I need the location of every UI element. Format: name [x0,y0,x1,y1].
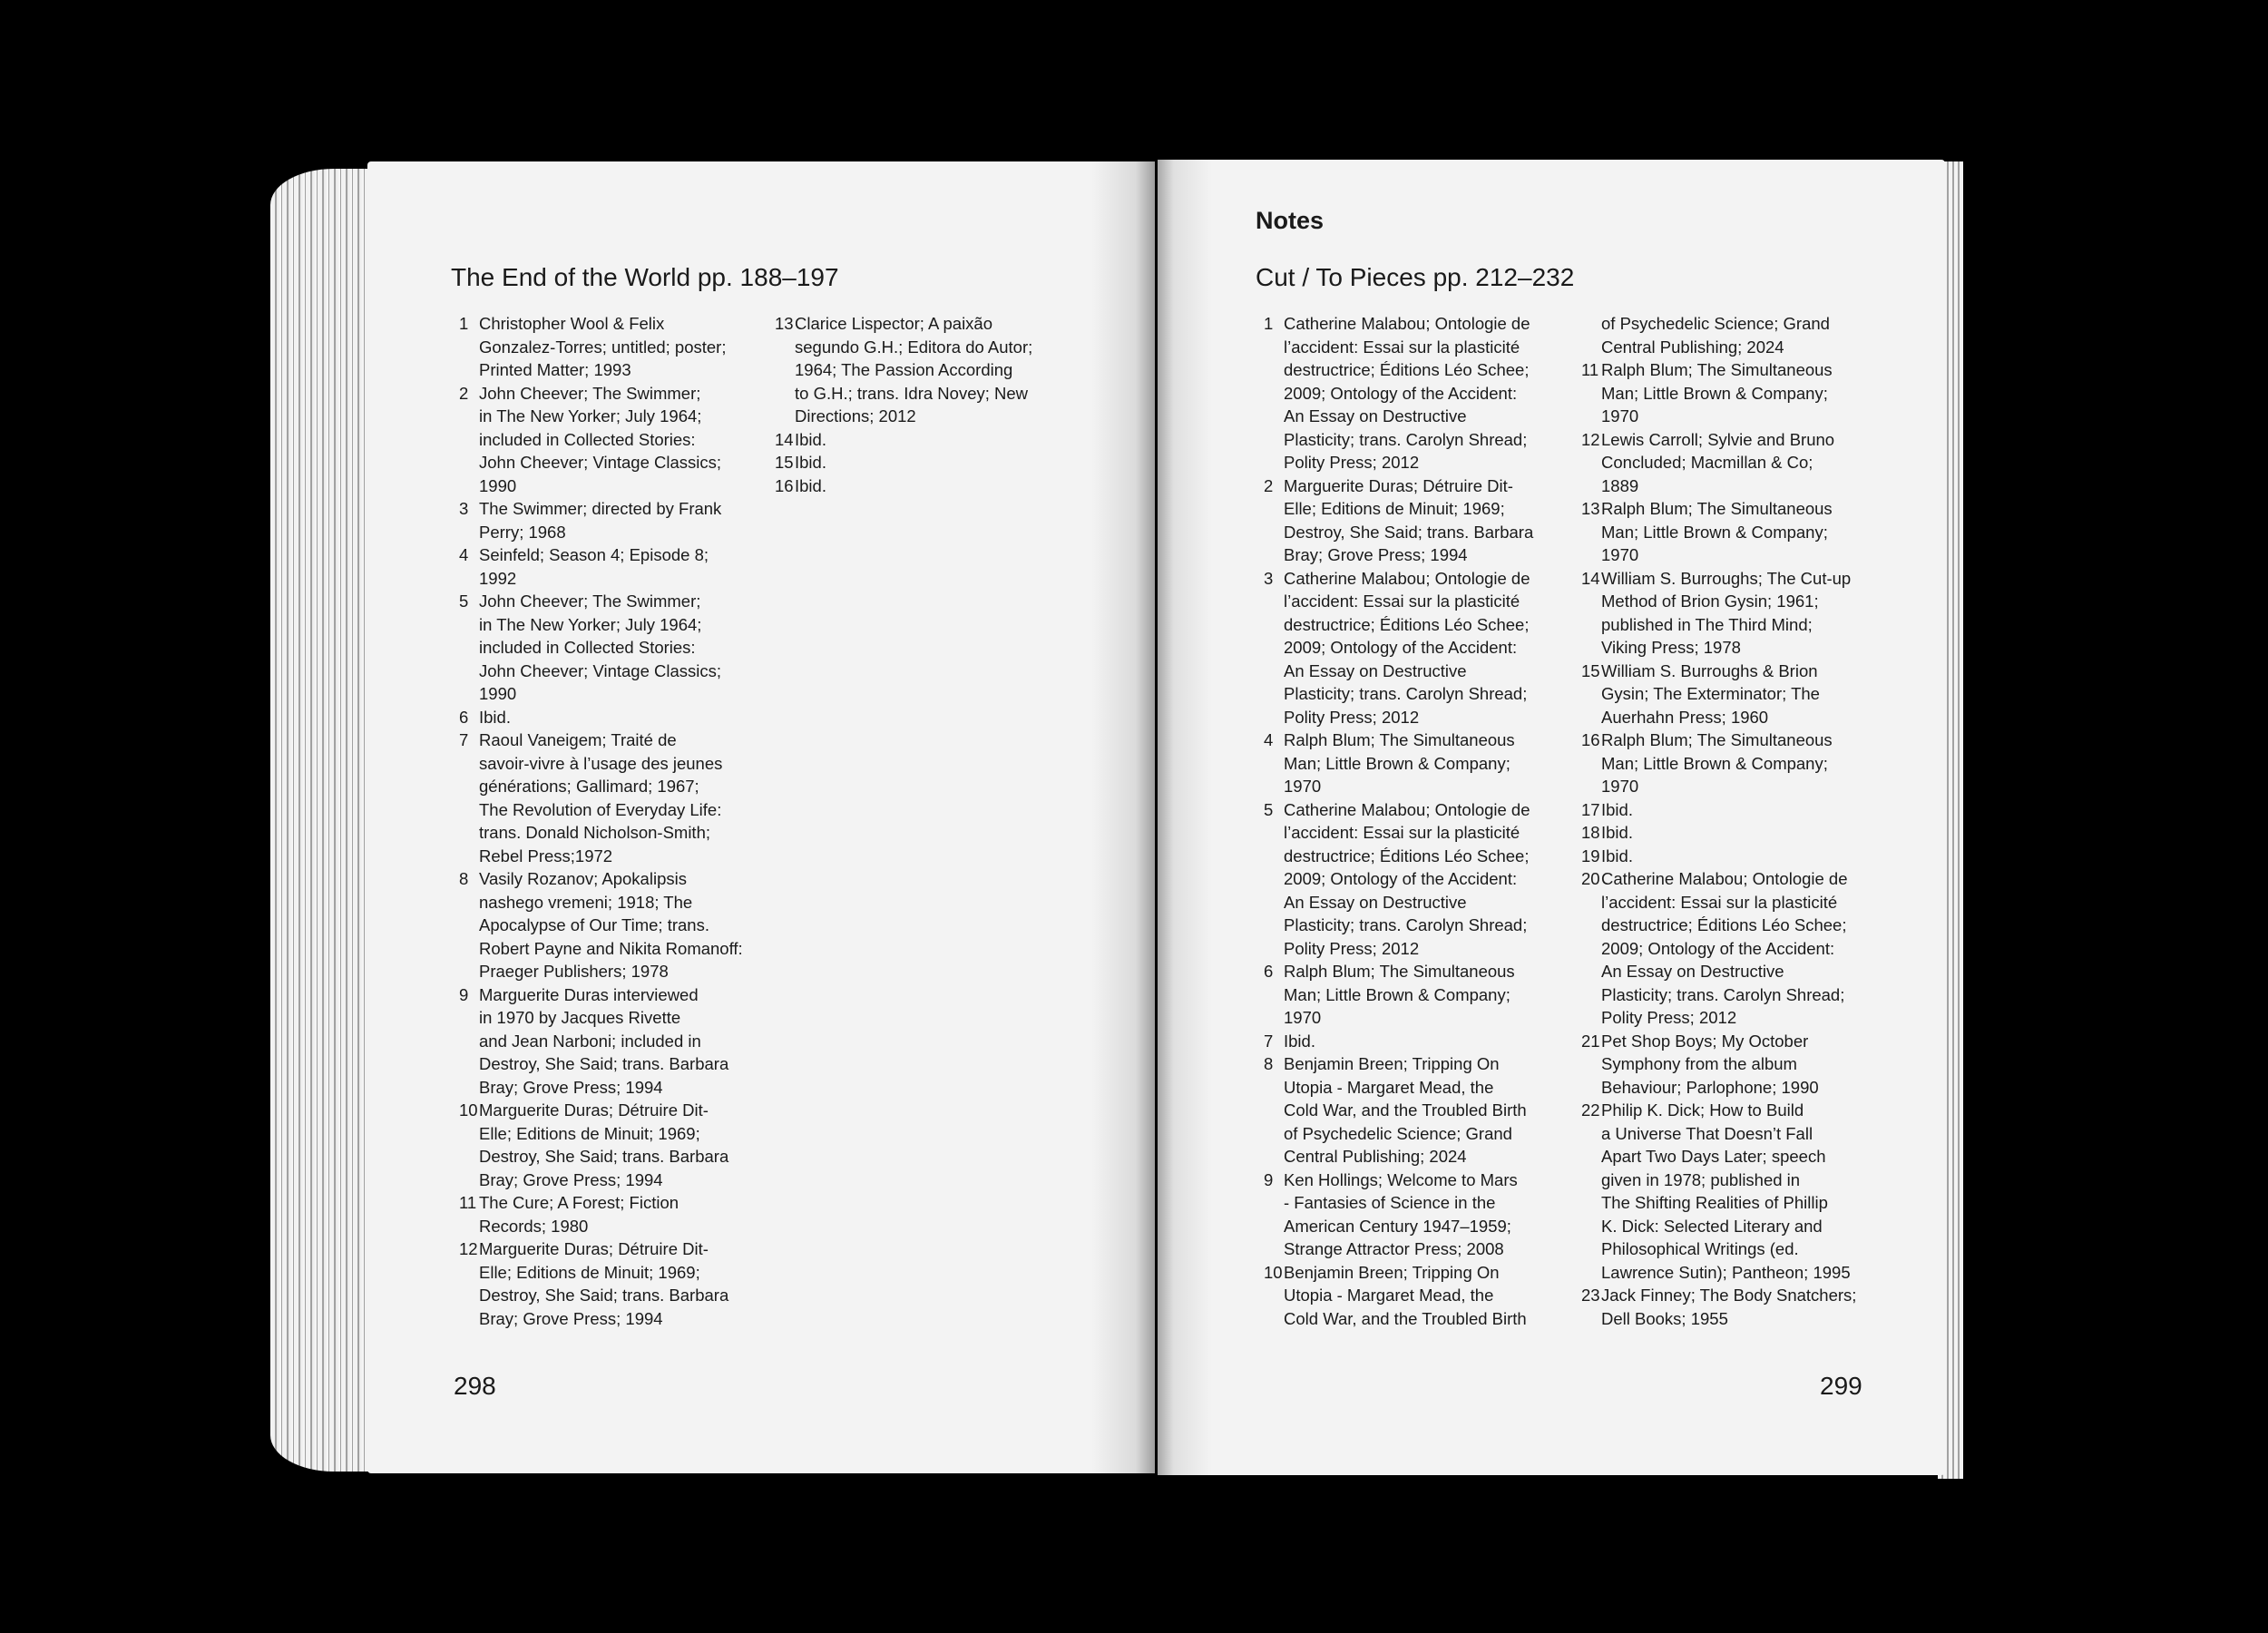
note-text: Ibid. [479,707,511,727]
left-page [367,161,1155,1473]
note-text: Catherine Malabou; Ontologie de l’accident: Essai sur la plasticité destructrice; Éditions Léo Schee; 2009; Ontology of the Accident: An Essay on Destructive Plasticity; trans. Carolyn Shread; Polity Press; 2012 [1601,869,1848,1027]
note-item [451,983,750,1100]
note-number: 15 [1581,660,1600,680]
note-text: Ibid. [1601,846,1633,865]
note-item [1573,660,1872,729]
note-item [451,1099,750,1191]
note-number: 3 [459,499,469,518]
note-text: Marguerite Duras interviewed in 1970 by Jacques Rivette and Jean Narboni; included in Destroy, She Said; trans. Barbara Bray; Grove Press; 1994 [479,984,729,1097]
note-text: Ralph Blum; The Simultaneous Man; Little Brown & Company; 1970 [1284,962,1515,1027]
note-text: Catherine Malabou; Ontologie de l’accident: Essai sur la plasticité destructrice; Éditions Léo Schee; 2009; Ontology of the Accident: An Essay on Destructive Plasticity; trans. Carolyn Shread; Polity Press; 2012 [1284,799,1530,958]
note-text: Ralph Blum; The Simultaneous Man; Little Brown & Company; 1970 [1601,499,1833,564]
note-text: Ken Hollings; Welcome to Mars - Fantasies of Science in the American Century 1947–1959; Strange Attractor Press; 2008 [1284,1169,1518,1258]
note-number: 22 [1581,1100,1600,1120]
note-number: 14 [775,429,794,449]
note-number: 7 [1264,1031,1274,1051]
note-text: Marguerite Duras; Détruire Dit- Elle; Editions de Minuit; 1969; Destroy, She Said; trans. Barbara Bray; Grove Press; 1994 [1284,475,1534,564]
gutter-shadow [1158,160,1212,1475]
note-number: 6 [459,707,469,727]
note-item [767,474,1066,498]
note-text: Seinfeld; Season 4; Episode 8; 1992 [479,545,709,588]
note-text: The Swimmer; directed by Frank Perry; 1968 [479,499,722,542]
note-item [1256,474,1555,567]
notes-column-2 [1573,312,1872,1330]
note-item [767,428,1066,452]
note-item [1256,1261,1555,1331]
note-number: 9 [1264,1169,1274,1189]
note-item [451,543,750,590]
note-number: 4 [1264,730,1274,749]
note-number: 13 [1581,499,1600,518]
note-number: 14 [1581,568,1600,588]
note-number: 12 [1581,429,1600,449]
note-text: Ibid. [1284,1031,1315,1051]
note-number: 5 [459,592,469,611]
note-text: Catherine Malabou; Ontologie de l’accident: Essai sur la plasticité destructrice; Éditions Léo Schee; 2009; Ontology of the Accident: An Essay on Destructive Plasticity; trans. Carolyn Shread; Polity Press; 2012 [1284,314,1530,472]
note-item [767,312,1066,428]
note-number: 8 [459,869,469,888]
note-item [451,728,750,867]
note-number: 13 [775,314,794,333]
note-text: Ralph Blum; The Simultaneous Man; Little Brown & Company; 1970 [1284,730,1515,796]
note-item [451,590,750,706]
note-number: 11 [459,1193,477,1212]
note-number: 11 [1581,360,1599,379]
note-item [1256,567,1555,729]
note-item [1573,798,1872,822]
note-item [1573,358,1872,428]
note-text: Benjamin Breen; Tripping On Utopia - Margaret Mead, the Cold War, and the Troubled Birth of Psychedelic Science; Grand Central Publishing; 2024 [1284,1054,1527,1166]
note-number: 10 [459,1100,478,1120]
section-title: The End of the World pp. 188–197 [451,263,839,291]
note-text: Ibid. [1601,823,1633,842]
notes-column-2 [767,312,1066,497]
right-page [1158,160,1945,1475]
note-number: 3 [1264,568,1274,588]
note-number: 19 [1581,846,1600,865]
note-item [1256,312,1555,474]
note-text: Vasily Rozanov; Apokalipsis nashego vremeni; 1918; The Apocalypse of Our Time; trans. Robert Payne and Nikita Romanoff: Praeger Publishers; 1978 [479,869,743,981]
note-item [451,1191,750,1237]
note-text: John Cheever; The Swimmer; in The New Yorker; July 1964; included in Collected Stories: John Cheever; Vintage Classics; 1990 [479,592,722,703]
note-number: 23 [1581,1286,1600,1305]
note-item [451,706,750,729]
note-number: 16 [1581,730,1600,749]
note-item [1256,960,1555,1030]
page-number: 299 [1820,1372,1862,1400]
note-item [1573,428,1872,498]
note-text: John Cheever; The Swimmer; in The New Yorker; July 1964; included in Collected Stories: John Cheever; Vintage Classics; 1990 [479,383,722,495]
note-text: Ralph Blum; The Simultaneous Man; Little Brown & Company; 1970 [1601,730,1833,796]
note-item [1256,1169,1555,1261]
note-text: Clarice Lispector; A paixão segundo G.H.; Editora do Autor; 1964; The Passion According to G.H.; trans. Idra Novey; New Directions; 2012 [795,314,1033,425]
page-edges-left [270,169,372,1472]
note-number: 4 [459,545,469,564]
note-number: 16 [775,475,794,495]
note-item [451,867,750,983]
note-item [767,451,1066,474]
note-number: 15 [775,453,794,472]
note-item [451,382,750,498]
note-text: Marguerite Duras; Détruire Dit- Elle; Editions de Minuit; 1969; Destroy, She Said; trans. Barbara Bray; Grove Press; 1994 [479,1100,729,1189]
note-text: Lewis Carroll; Sylvie and Bruno Concluded; Macmillan & Co; 1889 [1601,429,1835,495]
note-item [1573,821,1872,845]
note-item [1256,728,1555,798]
note-text: Marguerite Duras; Détruire Dit- Elle; Editions de Minuit; 1969; Destroy, She Said; trans. Barbara Bray; Grove Press; 1994 [479,1239,729,1328]
note-number: 8 [1264,1054,1274,1073]
note-text: Raoul Vaneigem; Traité de savoir-vivre à l’usage des jeunes générations; Gallimard; 1967; The Revolution of Everyday Life: trans. Donald Nicholson-Smith; Rebel Press;1972 [479,730,723,865]
note-number: 2 [459,383,469,403]
note-number: 9 [459,984,469,1004]
note-item [1573,1284,1872,1330]
note-item [1573,1099,1872,1284]
note-text: Ibid. [795,453,826,472]
note-item [1573,867,1872,1030]
note-number: 1 [1264,314,1274,333]
note-text: The Cure; A Forest; Fiction Records; 1980 [479,1193,679,1236]
note-continuation: of Psychedelic Science; Grand Central Publishing; 2024 [1601,314,1830,357]
note-text: William S. Burroughs; The Cut-up Method of Brion Gysin; 1961; published in The Third Mind; Viking Press; 1978 [1601,568,1852,657]
note-item [1573,728,1872,798]
note-number: 21 [1581,1031,1600,1051]
note-number: 1 [459,314,469,333]
note-text: Benjamin Breen; Tripping On Utopia - Margaret Mead, the Cold War, and the Troubled Birth [1284,1262,1527,1328]
note-item [451,1237,750,1330]
note-item [1256,798,1555,961]
note-text: Ralph Blum; The Simultaneous Man; Little Brown & Company; 1970 [1601,360,1833,425]
page-number: 298 [454,1372,496,1400]
note-text: Jack Finney; The Body Snatchers; Dell Books; 1955 [1601,1286,1857,1328]
note-item [1573,1030,1872,1100]
note-text: Ibid. [1601,799,1633,819]
note-text: Ibid. [795,475,826,495]
note-item [1256,1052,1555,1169]
note-number: 2 [1264,475,1274,495]
notes-column-1 [1256,312,1555,1330]
note-number: 12 [459,1239,478,1258]
notes-column-1 [451,312,750,1330]
note-text: Christopher Wool & Felix Gonzalez-Torres; untitled; poster; Printed Matter; 1993 [479,314,727,379]
note-item [1573,845,1872,868]
section-title: Cut / To Pieces pp. 212–232 [1256,263,1575,291]
note-text: Ibid. [795,429,826,449]
note-number: 6 [1264,962,1274,981]
section-label: Notes [1256,207,1325,234]
note-item [451,312,750,382]
note-item [1573,567,1872,660]
note-number: 18 [1581,823,1600,842]
note-number: 20 [1581,869,1600,888]
gutter-shadow [1091,161,1155,1473]
note-number: 7 [459,730,469,749]
note-number: 10 [1264,1262,1283,1282]
note-text: Catherine Malabou; Ontologie de l’accident: Essai sur la plasticité destructrice; Éditions Léo Schee; 2009; Ontology of the Accident: An Essay on Destructive Plasticity; trans. Carolyn Shread; Polity Press; 2012 [1284,568,1530,727]
note-number: 17 [1581,799,1600,819]
note-text: Philip K. Dick; How to Build a Universe That Doesn’t Fall Apart Two Days Later; speech given in 1978; published in The Shifting Realities of Phillip K. Dick: Selected Literary and Philosophical Writings (ed. Lawrence Sutin); Pantheon; 1995 [1601,1100,1851,1282]
note-text: William S. Burroughs & Brion Gysin; The Exterminator; The Auerhahn Press; 1960 [1601,660,1820,727]
note-item [1573,497,1872,567]
note-item [1256,1030,1555,1053]
note-item [451,497,750,543]
note-number: 5 [1264,799,1274,819]
note-text: Pet Shop Boys; My October Symphony from the album Behaviour; Parlophone; 1990 [1601,1031,1819,1097]
